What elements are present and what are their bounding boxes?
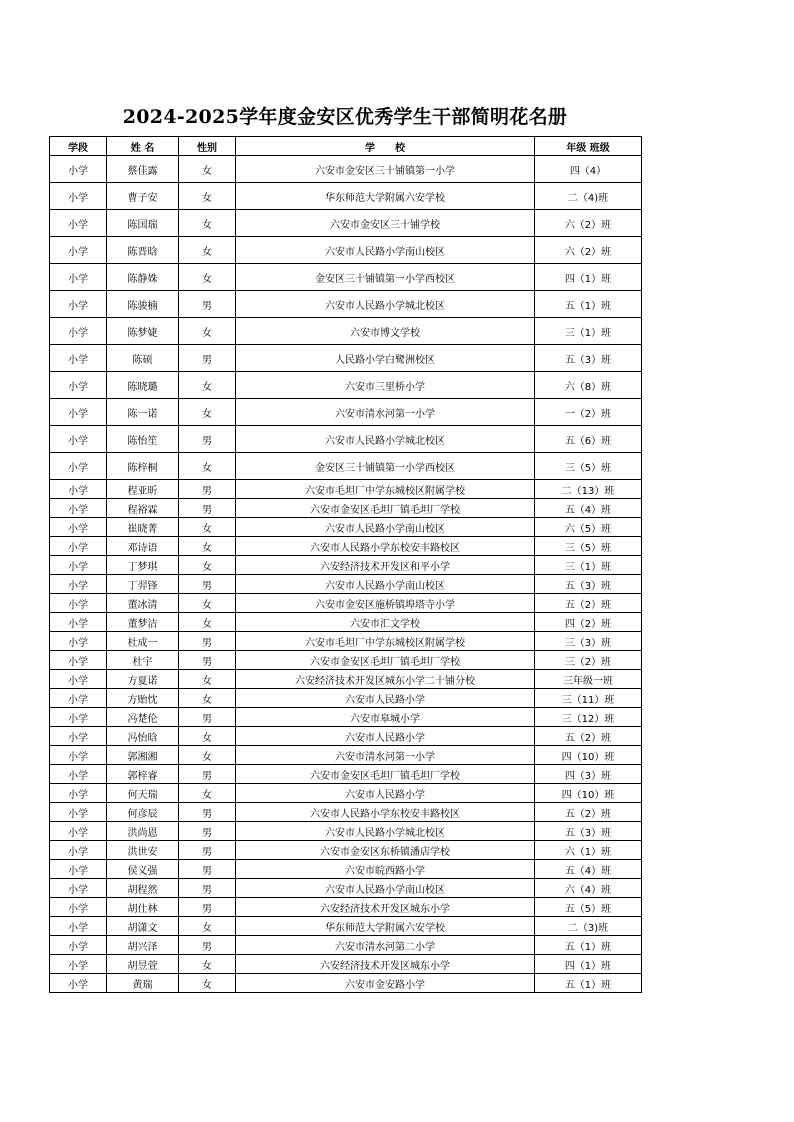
cell-gender: 男 [179, 803, 236, 822]
cell-school: 六安市金安区毛坦厂镇毛坦厂学校 [236, 651, 535, 670]
table-row [50, 291, 642, 318]
table-header-row [50, 137, 642, 156]
cell-school: 华东师范大学附属六安学校 [236, 917, 535, 936]
cell-gender: 女 [179, 556, 236, 575]
cell-name: 何天瑞 [107, 784, 179, 803]
cell-stage: 小学 [50, 822, 107, 841]
cell-gender: 女 [179, 974, 236, 993]
table-row [50, 399, 642, 426]
cell-gender: 女 [179, 399, 236, 426]
cell-stage: 小学 [50, 237, 107, 264]
cell-grade: 五（3）班 [535, 822, 642, 841]
table-row [50, 765, 642, 784]
cell-grade: 四（10）班 [535, 784, 642, 803]
table-row [50, 345, 642, 372]
cell-grade: 四（1）班 [535, 955, 642, 974]
cell-name: 胡潇文 [107, 917, 179, 936]
cell-school: 六安经济技术开发区城东小学二十铺分校 [236, 670, 535, 689]
cell-name: 何彦辰 [107, 803, 179, 822]
table-row [50, 480, 642, 499]
cell-school: 六安经济技术开发区和平小学 [236, 556, 535, 575]
cell-school: 六安市人民路小学城北校区 [236, 822, 535, 841]
cell-stage: 小学 [50, 183, 107, 210]
page-title: 2024-2025学年度金安区优秀学生干部简明花名册 [122, 106, 568, 128]
cell-gender: 女 [179, 156, 236, 183]
cell-school: 金安区三十铺镇第一小学西校区 [236, 453, 535, 480]
table-row [50, 670, 642, 689]
cell-name: 董梦洁 [107, 613, 179, 632]
cell-grade: 五（1）班 [535, 291, 642, 318]
table-row [50, 318, 642, 345]
cell-grade: 三（12）班 [535, 708, 642, 727]
cell-gender: 女 [179, 518, 236, 537]
cell-name: 陈晋晗 [107, 237, 179, 264]
cell-name: 侯义强 [107, 860, 179, 879]
cell-name: 崔晓菁 [107, 518, 179, 537]
cell-grade: 三（5）班 [535, 453, 642, 480]
cell-grade: 二（3)班 [535, 917, 642, 936]
cell-gender: 男 [179, 480, 236, 499]
cell-name: 蔡佳露 [107, 156, 179, 183]
cell-stage: 小学 [50, 632, 107, 651]
cell-stage: 小学 [50, 974, 107, 993]
table-row [50, 917, 642, 936]
cell-gender: 女 [179, 183, 236, 210]
table-row [50, 784, 642, 803]
cell-grade: 五（2）班 [535, 594, 642, 613]
table-row [50, 537, 642, 556]
cell-grade: 三（11）班 [535, 689, 642, 708]
cell-name: 胡仕林 [107, 898, 179, 917]
cell-stage: 小学 [50, 556, 107, 575]
table-row [50, 264, 642, 291]
cell-name: 冯怡晗 [107, 727, 179, 746]
cell-grade: 五（1）班 [535, 974, 642, 993]
cell-stage: 小学 [50, 784, 107, 803]
cell-school: 六安市金安区毛坦厂镇毛坦厂学校 [236, 499, 535, 518]
table-row [50, 974, 642, 993]
cell-stage: 小学 [50, 613, 107, 632]
cell-name: 胡程然 [107, 879, 179, 898]
cell-name: 方夏诺 [107, 670, 179, 689]
table-row [50, 955, 642, 974]
cell-gender: 女 [179, 955, 236, 974]
cell-school: 六安经济技术开发区城东小学 [236, 955, 535, 974]
cell-name: 洪世安 [107, 841, 179, 860]
cell-grade: 一（2）班 [535, 399, 642, 426]
cell-grade: 四（2）班 [535, 613, 642, 632]
header-gender: 性别 [179, 137, 236, 156]
cell-grade: 五（4）班 [535, 499, 642, 518]
table-row [50, 613, 642, 632]
cell-grade: 六（2）班 [535, 237, 642, 264]
cell-name: 陈国瑞 [107, 210, 179, 237]
cell-school: 六安市人民路小学城北校区 [236, 426, 535, 453]
cell-gender: 男 [179, 632, 236, 651]
cell-gender: 女 [179, 784, 236, 803]
header-school: 学 校 [236, 137, 535, 156]
cell-school: 六安市清水河第一小学 [236, 746, 535, 765]
cell-stage: 小学 [50, 537, 107, 556]
cell-grade: 六（4）班 [535, 879, 642, 898]
cell-stage: 小学 [50, 727, 107, 746]
cell-grade: 三（3）班 [535, 632, 642, 651]
cell-grade: 六（2）班 [535, 210, 642, 237]
cell-name: 郭湘湘 [107, 746, 179, 765]
cell-gender: 女 [179, 594, 236, 613]
table-row [50, 936, 642, 955]
cell-stage: 小学 [50, 480, 107, 499]
cell-gender: 女 [179, 613, 236, 632]
cell-name: 陈梦婕 [107, 318, 179, 345]
cell-name: 黄瑞 [107, 974, 179, 993]
cell-stage: 小学 [50, 841, 107, 860]
cell-grade: 四（4） [535, 156, 642, 183]
student-roster-table [49, 136, 642, 993]
cell-school: 六安市人民路小学南山校区 [236, 518, 535, 537]
cell-grade: 六（1）班 [535, 841, 642, 860]
table-row [50, 156, 642, 183]
header-name: 姓 名 [107, 137, 179, 156]
cell-name: 邓诗语 [107, 537, 179, 556]
cell-name: 陈静姝 [107, 264, 179, 291]
cell-stage: 小学 [50, 689, 107, 708]
cell-stage: 小学 [50, 518, 107, 537]
table-row [50, 426, 642, 453]
cell-school: 六安市金安区三十铺镇第一小学 [236, 156, 535, 183]
cell-school: 六安市金安区毛坦厂镇毛坦厂学校 [236, 765, 535, 784]
cell-grade: 四（1）班 [535, 264, 642, 291]
cell-stage: 小学 [50, 936, 107, 955]
cell-stage: 小学 [50, 499, 107, 518]
cell-gender: 男 [179, 822, 236, 841]
cell-stage: 小学 [50, 318, 107, 345]
cell-school: 六安市金安路小学 [236, 974, 535, 993]
cell-name: 董冰清 [107, 594, 179, 613]
header-stage: 学段 [50, 137, 107, 156]
cell-school: 六安经济技术开发区城东小学 [236, 898, 535, 917]
cell-school: 六安市皖西路小学 [236, 860, 535, 879]
cell-school: 华东师范大学附属六安学校 [236, 183, 535, 210]
cell-school: 六安市人民路小学东校安丰路校区 [236, 537, 535, 556]
cell-school: 六安市人民路小学南山校区 [236, 237, 535, 264]
cell-school: 六安市金安区施桥镇埠塔寺小学 [236, 594, 535, 613]
cell-stage: 小学 [50, 426, 107, 453]
cell-name: 洪尚恩 [107, 822, 179, 841]
cell-school: 金安区三十铺镇第一小学西校区 [236, 264, 535, 291]
cell-grade: 六（5）班 [535, 518, 642, 537]
cell-gender: 男 [179, 936, 236, 955]
cell-stage: 小学 [50, 291, 107, 318]
cell-grade: 四（3）班 [535, 765, 642, 784]
cell-stage: 小学 [50, 955, 107, 974]
cell-school: 六安市毛坦厂中学东城校区附属学校 [236, 480, 535, 499]
cell-stage: 小学 [50, 803, 107, 822]
cell-school: 六安市人民路小学南山校区 [236, 575, 535, 594]
cell-name: 丁羿锋 [107, 575, 179, 594]
cell-name: 陈梓桐 [107, 453, 179, 480]
cell-gender: 女 [179, 537, 236, 556]
cell-gender: 男 [179, 708, 236, 727]
cell-name: 胡昱萱 [107, 955, 179, 974]
cell-name: 胡兴泽 [107, 936, 179, 955]
table-row [50, 898, 642, 917]
table-row [50, 803, 642, 822]
cell-name: 方贻忱 [107, 689, 179, 708]
cell-gender: 女 [179, 670, 236, 689]
cell-gender: 男 [179, 499, 236, 518]
cell-stage: 小学 [50, 372, 107, 399]
cell-stage: 小学 [50, 210, 107, 237]
table-body [50, 156, 642, 993]
cell-school: 六安市清水河第一小学 [236, 399, 535, 426]
cell-school: 六安市皋城小学 [236, 708, 535, 727]
table-row [50, 518, 642, 537]
table-row [50, 499, 642, 518]
cell-name: 程裕霖 [107, 499, 179, 518]
cell-grade: 三年级一班 [535, 670, 642, 689]
cell-stage: 小学 [50, 670, 107, 689]
table-row [50, 689, 642, 708]
cell-stage: 小学 [50, 917, 107, 936]
cell-school: 六安市人民路小学 [236, 784, 535, 803]
cell-gender: 女 [179, 210, 236, 237]
cell-school: 六安市金安区东桥镇潘店学校 [236, 841, 535, 860]
cell-gender: 男 [179, 575, 236, 594]
cell-gender: 男 [179, 765, 236, 784]
cell-stage: 小学 [50, 651, 107, 670]
table-row [50, 594, 642, 613]
cell-name: 冯楚伦 [107, 708, 179, 727]
cell-stage: 小学 [50, 708, 107, 727]
cell-stage: 小学 [50, 453, 107, 480]
cell-name: 杜宇 [107, 651, 179, 670]
table-row [50, 651, 642, 670]
cell-gender: 男 [179, 426, 236, 453]
cell-stage: 小学 [50, 765, 107, 784]
cell-name: 陈硕 [107, 345, 179, 372]
cell-grade: 三（5）班 [535, 537, 642, 556]
cell-school: 六安市博文学校 [236, 318, 535, 345]
cell-grade: 三（2）班 [535, 651, 642, 670]
table-row [50, 372, 642, 399]
cell-name: 程亚昕 [107, 480, 179, 499]
cell-gender: 男 [179, 898, 236, 917]
cell-name: 陈一诺 [107, 399, 179, 426]
cell-school: 六安市人民路小学城北校区 [236, 291, 535, 318]
cell-grade: 五（5）班 [535, 898, 642, 917]
cell-school: 六安市三里桥小学 [236, 372, 535, 399]
table-row [50, 727, 642, 746]
cell-school: 六安市汇文学校 [236, 613, 535, 632]
cell-grade: 三（1）班 [535, 556, 642, 575]
cell-gender: 男 [179, 651, 236, 670]
cell-school: 六安市人民路小学东校安丰路校区 [236, 803, 535, 822]
table-row [50, 841, 642, 860]
cell-gender: 女 [179, 917, 236, 936]
cell-gender: 女 [179, 453, 236, 480]
cell-stage: 小学 [50, 594, 107, 613]
cell-grade: 五（2）班 [535, 803, 642, 822]
cell-gender: 男 [179, 345, 236, 372]
cell-name: 陈怡笙 [107, 426, 179, 453]
table-row [50, 575, 642, 594]
cell-gender: 女 [179, 318, 236, 345]
cell-gender: 女 [179, 372, 236, 399]
cell-stage: 小学 [50, 860, 107, 879]
cell-grade: 五（6）班 [535, 426, 642, 453]
cell-gender: 男 [179, 841, 236, 860]
cell-gender: 女 [179, 264, 236, 291]
cell-stage: 小学 [50, 898, 107, 917]
cell-gender: 女 [179, 689, 236, 708]
table-row [50, 746, 642, 765]
cell-gender: 男 [179, 879, 236, 898]
cell-name: 陈骏楠 [107, 291, 179, 318]
cell-school: 六安市人民路小学 [236, 689, 535, 708]
cell-gender: 女 [179, 746, 236, 765]
table-row [50, 210, 642, 237]
table-row [50, 453, 642, 480]
cell-school: 六安市金安区三十铺学校 [236, 210, 535, 237]
cell-grade: 五（3）班 [535, 345, 642, 372]
table-row [50, 556, 642, 575]
cell-school: 六安市清水河第二小学 [236, 936, 535, 955]
cell-stage: 小学 [50, 879, 107, 898]
table-row [50, 860, 642, 879]
cell-grade: 五（4）班 [535, 860, 642, 879]
cell-stage: 小学 [50, 399, 107, 426]
cell-grade: 四（10）班 [535, 746, 642, 765]
cell-name: 陈晓璐 [107, 372, 179, 399]
cell-stage: 小学 [50, 264, 107, 291]
table-row [50, 183, 642, 210]
table-row [50, 879, 642, 898]
cell-grade: 二（4)班 [535, 183, 642, 210]
table-row [50, 708, 642, 727]
cell-gender: 女 [179, 237, 236, 264]
cell-stage: 小学 [50, 345, 107, 372]
cell-stage: 小学 [50, 746, 107, 765]
cell-name: 郭梓睿 [107, 765, 179, 784]
cell-name: 丁梦琪 [107, 556, 179, 575]
cell-name: 杜成一 [107, 632, 179, 651]
cell-gender: 男 [179, 291, 236, 318]
cell-gender: 女 [179, 727, 236, 746]
cell-stage: 小学 [50, 156, 107, 183]
cell-school: 六安市毛坦厂中学东城校区附属学校 [236, 632, 535, 651]
cell-name: 曹子安 [107, 183, 179, 210]
header-grade: 年级 班级 [535, 137, 642, 156]
cell-gender: 男 [179, 860, 236, 879]
cell-school: 人民路小学白鹭洲校区 [236, 345, 535, 372]
cell-grade: 五（1）班 [535, 936, 642, 955]
cell-school: 六安市人民路小学 [236, 727, 535, 746]
cell-grade: 六（8）班 [535, 372, 642, 399]
cell-stage: 小学 [50, 575, 107, 594]
cell-grade: 五（3）班 [535, 575, 642, 594]
cell-school: 六安市人民路小学南山校区 [236, 879, 535, 898]
cell-grade: 五（2）班 [535, 727, 642, 746]
table-row [50, 632, 642, 651]
cell-grade: 二（13）班 [535, 480, 642, 499]
cell-grade: 三（1）班 [535, 318, 642, 345]
table-row [50, 822, 642, 841]
table-row [50, 237, 642, 264]
